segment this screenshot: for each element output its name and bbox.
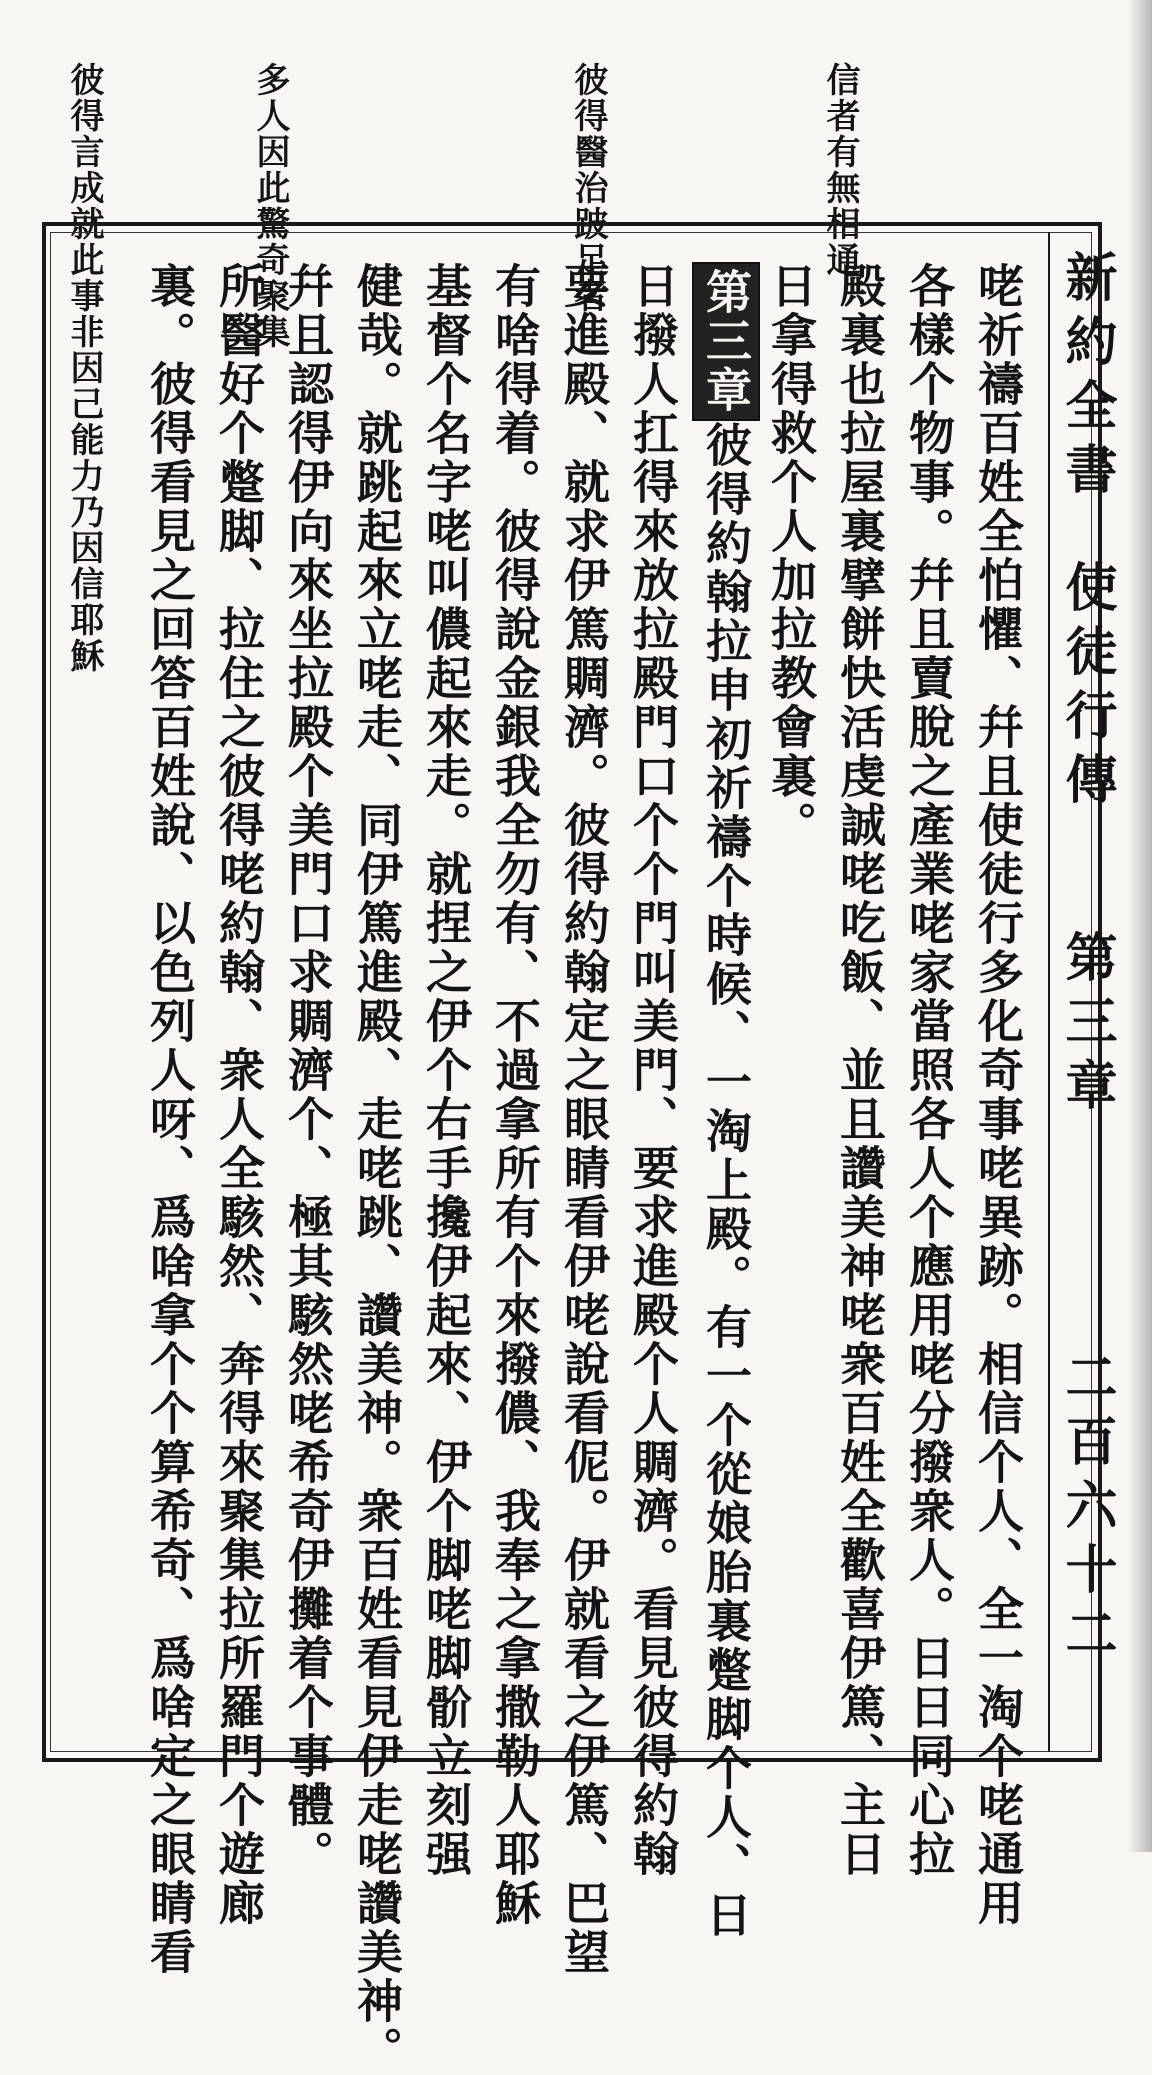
- text-line-9: 基督个名字咾叫儂起來走。就捏之伊个右手攙伊起來、伊个脚咾脚骱立刻强: [419, 262, 473, 1879]
- page-number: 二百六十二: [1056, 1350, 1117, 1670]
- text-line-5-body: 彼得約翰拉申初祈禱个時候、一淘上殿。有一个從娘胎裏蹩脚个人、日: [699, 421, 753, 1940]
- side-note-sharing: 信者有無相通: [820, 62, 860, 278]
- text-line-5: [692, 262, 760, 1940]
- side-note-crowd: 多人因此驚奇聚集: [250, 62, 290, 350]
- side-note-healing: 彼得醫治跛足者: [568, 62, 608, 314]
- text-line-7: 要進殿、就求伊篤賙濟。彼得約翰定之眼睛看伊咾說看伲。伊就看之伊篤、巴望: [557, 262, 611, 1977]
- text-line-2: 各樣个物事。幷且賣脫之產業咾家當照各人个應用咾分撥衆人。日日同心拉: [902, 262, 956, 1879]
- text-line-4: 日拿得救个人加拉教會裏。: [764, 262, 818, 850]
- header-divider: [1048, 232, 1050, 1752]
- text-line-12: 所醫好个蹩脚、拉住之彼得咾約翰、衆人全駭然、奔得來聚集拉所羅門个遊廊: [212, 262, 266, 1928]
- text-line-8: 有啥得着。彼得說金銀我全勿有、不過拿所有个來撥儂、我奉之拿撒勒人耶穌: [488, 262, 542, 1928]
- text-line-3: 殿裏也拉屋裏擘餅快活虔誠咾吃飯、並且讚美神咾衆百姓全歡喜伊篤、主日: [833, 262, 887, 1879]
- chapter-title: 第三章: [1056, 930, 1117, 1122]
- side-note-peter-words: 彼得言成就此事非因己能力乃因信耶穌: [64, 62, 104, 674]
- scan-edge-shadow: [1128, 0, 1152, 1852]
- text-line-13: 裏。彼得看見之回答百姓說、以色列人呀、爲啥拿个个算希奇、爲啥定之眼睛看: [143, 262, 197, 1977]
- text-line-1: 咾祈禱百姓全怕懼、幷且使徒行多化奇事咾異跡。相信个人、全一淘个咾通用: [971, 262, 1025, 1928]
- book-section-title: 使徒行傳: [1056, 560, 1117, 816]
- book-title: 新約全書: [1056, 250, 1117, 506]
- chapter-marker: 第三章: [692, 262, 760, 421]
- text-line-6: 日撥人扛得來放拉殿門口个个門叫美門、要求進殿个人賙濟。看見彼得約翰: [626, 262, 680, 1879]
- text-line-11: 幷且認得伊向來坐拉殿个美門口求賙濟个、極其駭然咾希奇伊攤着个事體。: [281, 262, 335, 1879]
- text-line-10: 健哉。就跳起來立咾走、同伊篤進殿、走咾跳、讚美神。衆百姓看見伊走咾讚美神。: [350, 262, 404, 2075]
